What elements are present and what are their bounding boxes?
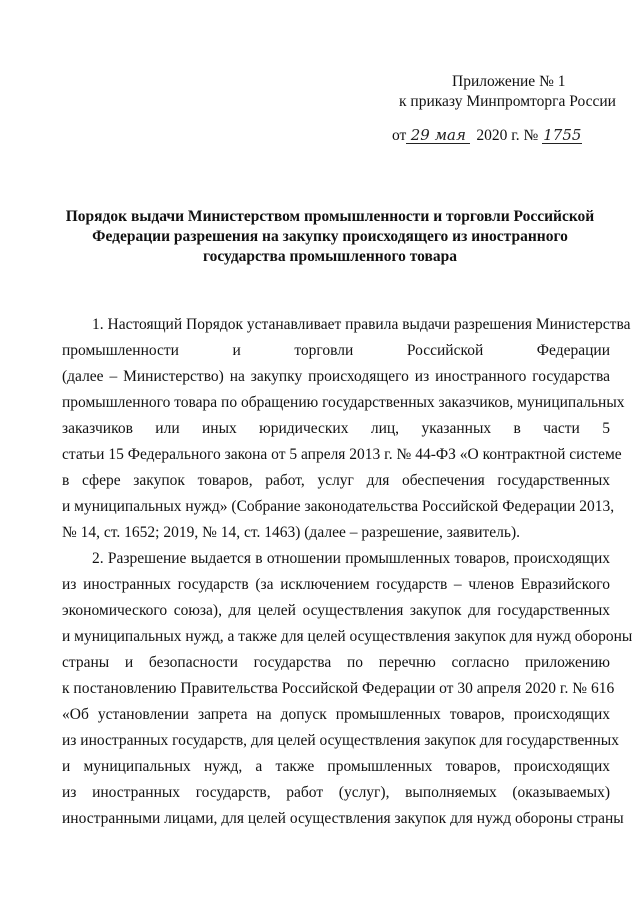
paragraph-2 [62,546,633,832]
title-line: государства промышленного товара [202,248,458,265]
text-line: к постановлению Правительства Российской Федерации от 30 апреля 2020 г. № 616 [62,680,615,697]
text-line: № 14, ст. 1652; 2019, № 14, ст. 1463) (далее – разрешение, заявитель). [62,524,520,541]
text-line: страны и безопасности государства по перечню согласно приложению [62,654,610,671]
text-line: 1. Настоящий Порядок устанавливает правила выдачи разрешения Министерства [92,316,631,333]
text-line: и муниципальных нужд, а также промышленных товаров, происходящих [62,758,610,775]
title-line: Федерации разрешения на закупку происходящего из иностранного [92,228,568,245]
handwritten-order-number: 1755 [543,126,582,144]
text-line: промышленного товара по обращению государственных заказчиков, муниципальных [62,394,625,411]
document-body [62,312,633,832]
document-title [60,207,600,267]
text-line: иностранными лицами, для целей осуществления закупок для нужд обороны страны [62,810,624,827]
text-line: из иностранных государств, работ (услуг), выполняемых (оказываемых) [62,784,610,801]
date-prefix: от [392,127,407,144]
paragraph-1 [62,312,631,546]
text-line: из иностранных государств, для целей осуществления закупок для государственных [62,732,619,749]
text-line: статьи 15 Федерального закона от 5 апреля 2013 г. № 44-ФЗ «О контрактной системе [62,446,622,463]
text-line: и муниципальных нужд» (Собрание законодательства Российской Федерации 2013, [62,498,615,515]
appendix-order-reference: к приказу Минпромторга России [399,93,616,110]
text-line: экономического союза), для целей осуществления закупок для государственных [62,602,610,619]
text-line: и муниципальных нужд, а также для целей осуществления закупок для нужд обороны [62,628,633,645]
year-and-number-label: 2020 г. № [476,127,539,144]
text-line: в сфере закупок товаров, работ, услуг для обеспечения государственных [62,472,610,489]
text-line: заказчиков или иных юридических лиц, указанных в части 5 [62,420,610,437]
text-line: (далее – Министерство) на закупку происходящего из иностранного государства [62,368,610,385]
text-line: из иностранных государств (за исключением государств – членов Евразийского [62,576,610,593]
appendix-title: Приложение № 1 [452,73,566,90]
handwritten-date: 29 мая [406,127,470,144]
text-line: «Об установлении запрета на допуск промышленных товаров, происходящих [62,706,610,723]
text-line: 2. Разрешение выдается в отношении промышленных товаров, происходящих [92,550,610,567]
text-line: промышленности и торговли Российской Федерации [62,342,610,359]
appendix-header [300,72,620,144]
title-line: Порядок выдачи Министерством промышленности и торговли Российской [65,208,595,225]
appendix-date-line [392,126,582,146]
